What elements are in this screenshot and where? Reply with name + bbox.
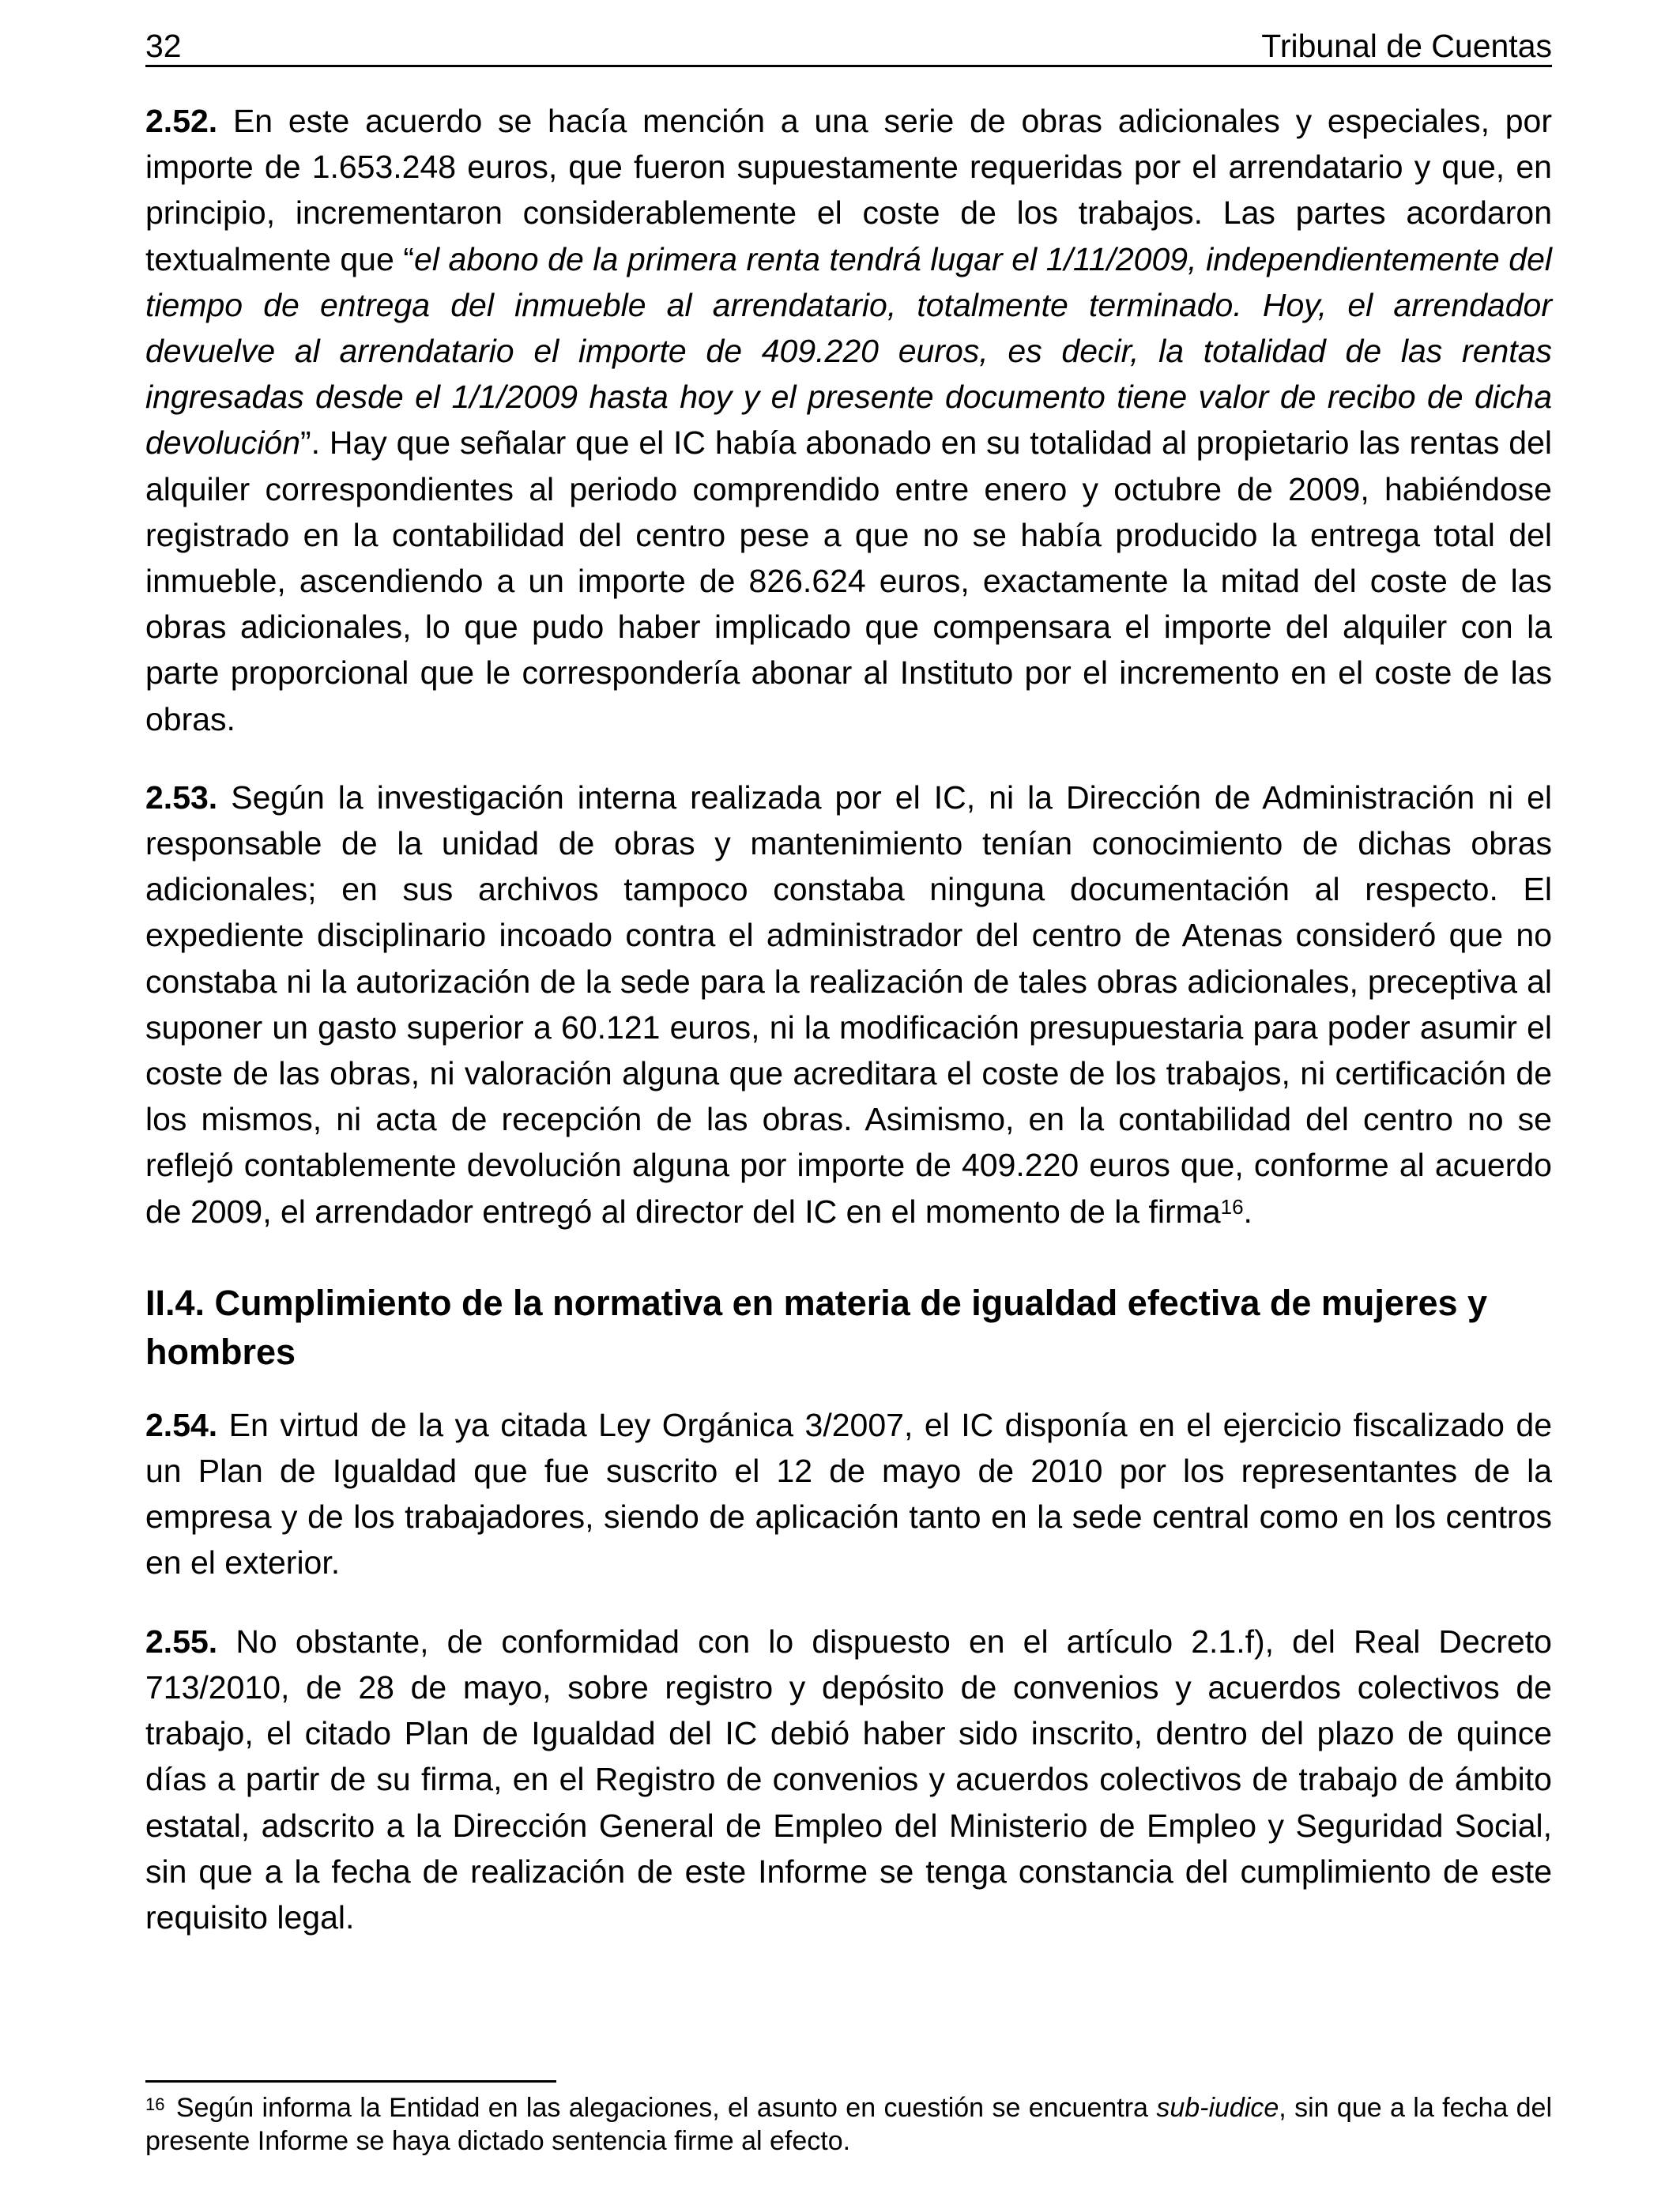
section-heading: II.4. Cumplimiento de la normativa en materia de igualdad efectiva de mujeres y hombres bbox=[145, 1282, 1488, 1372]
paragraph-text: No obstante, de conformidad con lo dispuesto en el artículo 2.1.f), del Real Decreto 713/2010, de 28 de mayo, sobre registro y depósito de convenios y acuerdos colectivos de trabajo, el citado Plan de Igualdad del IC debió haber sido inscrito, dentro del plazo de quince días a partir de su firma, en el Registro de convenios y acuerdos colectivos de trabajo de ámbito estatal, adscrito a la Dirección General de Empleo del Ministerio de Empleo y Seguridad Social, sin que a la fecha de realización de este Informe se tenga constancia del cumplimiento de este requisito legal. bbox=[145, 1623, 1552, 1936]
paragraph-text-continued: ”. Hay que señalar que el IC había abonado en su totalidad al propietario las rentas del alquiler correspondientes al periodo comprendido entre enero y octubre de 2009, habiéndose registrado en la contabilidad del centro pese a que no se había producido la entrega total del inmueble, ascendiendo a un importe de 826.624 euros, exactamente la mitad del coste de las obras adicionales, lo que pudo haber implicado que compensara el importe del alquiler con la parte proporcional que le correspondería abonar al Instituto por el incremento en el coste de las obras. bbox=[145, 424, 1552, 737]
paragraph-text: En virtud de la ya citada Ley Orgánica 3/2007, el IC disponía en el ejercicio fiscalizado de un Plan de Igualdad que fue suscrito el 12 de mayo de 2010 por los representantes de la empresa y de los trabajadores, siendo de aplicación tanto en la sede central como en los centros en el exterior. bbox=[145, 1406, 1552, 1581]
page-number: 32 bbox=[145, 28, 182, 64]
paragraph-number: 2.53. bbox=[145, 778, 218, 816]
page-header bbox=[145, 17, 1552, 67]
footnote-separator bbox=[145, 2080, 556, 2083]
footnote-number: 16 bbox=[145, 2094, 165, 2114]
footnote-italic-term: sub-iudice bbox=[1156, 2093, 1279, 2123]
paragraph-end: . bbox=[1243, 1193, 1252, 1230]
quoted-agreement-text: el abono de la primera renta tendrá lugar el 1/11/2009, independientemente del tiempo de entrega del inmueble al arrendatario, totalmente terminado. Hoy, el arrendador devuelve al arrendatario el importe de 409.220 euros, es decir, la totalidad de las rentas ingresadas desde el 1/1/2009 hasta hoy y el presente documento tiene valor de recibo de dicha devolución bbox=[145, 240, 1552, 462]
footnote-text: Según informa la Entidad en las alegaciones, el asunto en cuestión se encuentra bbox=[168, 2093, 1157, 2123]
paragraph-2-52 bbox=[145, 98, 1552, 742]
footnote-text-continued: , sin que a la fecha del presente Informe se haya dictado sentencia firme al efecto. bbox=[145, 2093, 1553, 2156]
paragraph-text: En este acuerdo se hacía mención a una serie de obras adicionales y especiales, por importe de 1.653.248 euros, que fueron supuestamente requeridas por el arrendatario y que, en principio, incrementaron considerablemente el coste de los trabajos. Las partes acordaron textualmente que “ bbox=[145, 103, 1552, 277]
paragraph-number: 2.54. bbox=[145, 1406, 218, 1443]
paragraph-2-54 bbox=[145, 1402, 1552, 1586]
paragraph-2-55 bbox=[145, 1619, 1552, 1940]
paragraph-2-53 bbox=[145, 775, 1552, 1235]
document-body bbox=[145, 98, 1552, 1973]
footnote-reference[interactable]: 16 bbox=[1220, 1194, 1244, 1219]
running-title: Tribunal de Cuentas bbox=[1261, 28, 1552, 64]
paragraph-number: 2.55. bbox=[145, 1623, 218, 1660]
paragraph-number: 2.52. bbox=[145, 103, 218, 139]
footnote bbox=[145, 2091, 1552, 2158]
paragraph-text: Según la investigación interna realizada por el IC, ni la Dirección de Administración ni el responsable de la unidad de obras y mantenimiento tenían conocimiento de dichas obras adicionales; en sus archivos tampoco constaba ninguna documentación al respecto. El expediente disciplinario incoado contra el administrador del centro de Atenas consideró que no constaba ni la autorización de la sede para la realización de tales obras adicionales, preceptiva al suponer un gasto superior a 60.121 euros, ni la modificación presupuestaria para poder asumir el coste de las obras, ni valoración alguna que acreditara el coste de los trabajos, ni certificación de los mismos, ni acta de recepción de las obras. Asimismo, en la contabilidad del centro no se reflejó contablemente devolución alguna por importe de 409.220 euros que, conforme al acuerdo de 2009, el arrendador entregó al director del IC en el momento de la firma bbox=[145, 778, 1552, 1230]
